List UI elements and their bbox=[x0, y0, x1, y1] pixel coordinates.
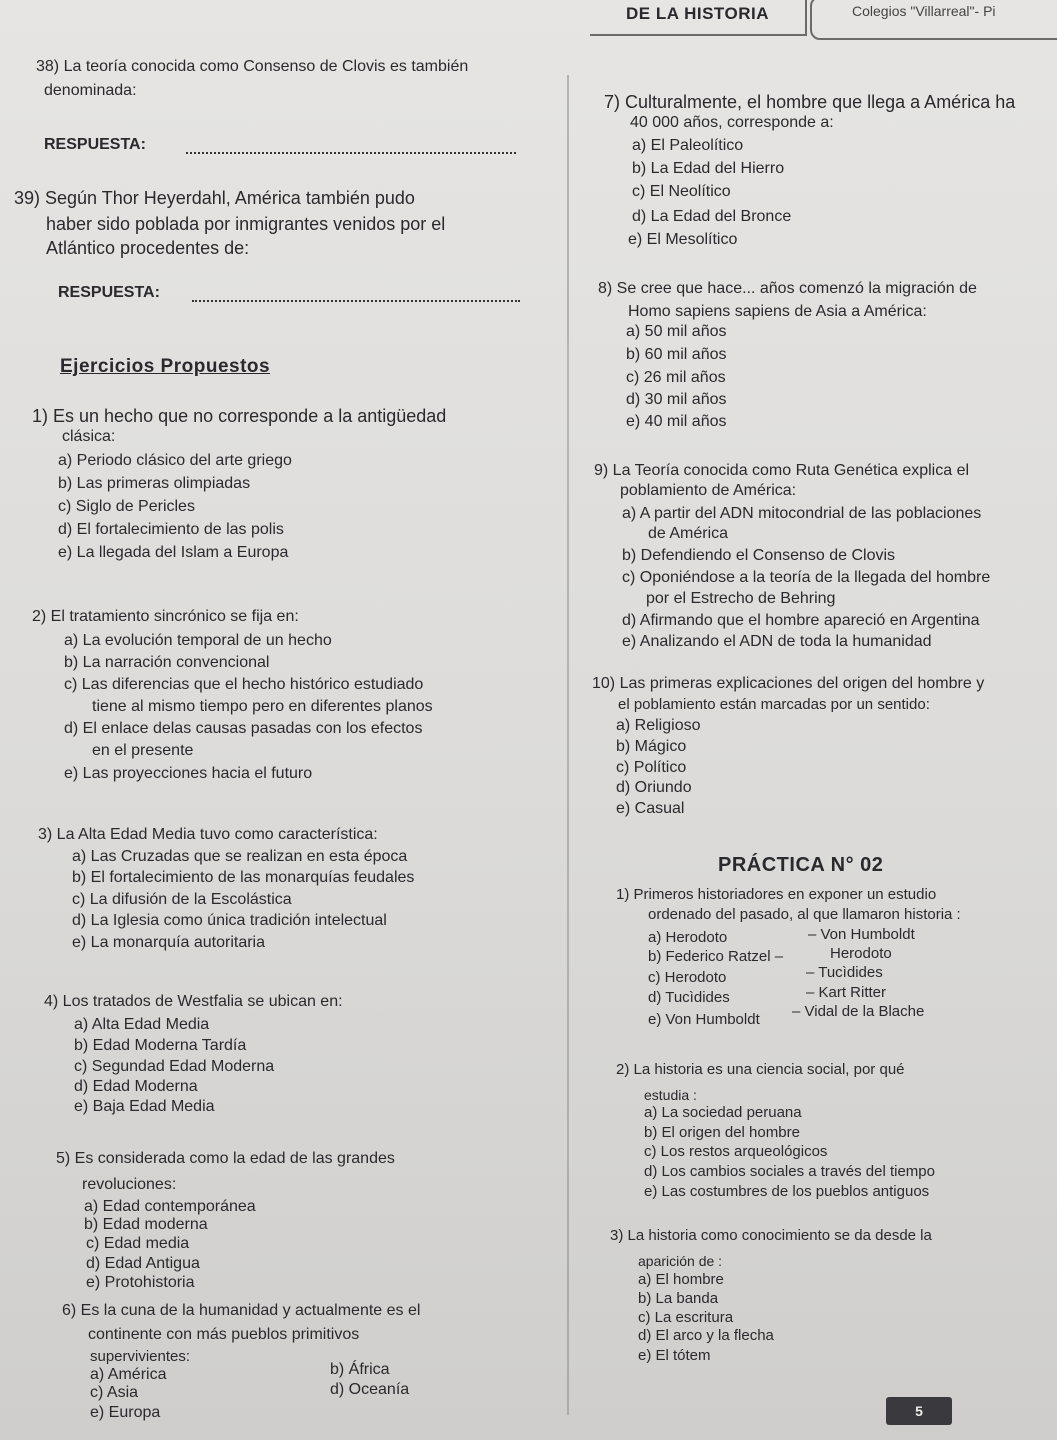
q39-answer-label: RESPUESTA: bbox=[58, 284, 160, 301]
q4-option-e[interactable]: e) Baja Edad Media bbox=[74, 1098, 215, 1115]
p3-stem-2: aparición de : bbox=[638, 1253, 723, 1269]
p3-option-c[interactable]: c) La escritura bbox=[638, 1309, 734, 1326]
q38-stem-2: denominada: bbox=[44, 82, 137, 99]
p2-option-a[interactable]: a) La sociedad peruana bbox=[644, 1104, 802, 1121]
q6-option-d[interactable]: d) Oceanía bbox=[330, 1381, 410, 1398]
q5-option-c[interactable]: c) Edad media bbox=[86, 1235, 190, 1252]
p1-option-d-right: – Kart Ritter bbox=[806, 984, 887, 1001]
q7-option-d[interactable]: d) La Edad del Bronce bbox=[632, 208, 792, 225]
q9-option-b[interactable]: b) Defendiendo el Consenso de Clovis bbox=[622, 547, 896, 564]
q8-stem: 8) Se cree que hace... años comenzó la migración de bbox=[598, 280, 977, 297]
q7-option-e[interactable]: e) El Mesolítico bbox=[628, 231, 738, 248]
q2-option-c[interactable]: c) Las diferencias que el hecho histórico estudiado bbox=[64, 676, 424, 693]
q39-stem: 39) Según Thor Heyerdahl, América también pudo bbox=[14, 188, 415, 208]
q9-stem: 9) La Teoría conocida como Ruta Genética explica el bbox=[594, 462, 970, 479]
q7-option-a[interactable]: a) El Paleolítico bbox=[632, 137, 744, 154]
q6-option-a[interactable]: a) América bbox=[90, 1366, 167, 1383]
q5-option-b[interactable]: b) Edad moderna bbox=[84, 1216, 208, 1233]
section-header: DE LA HISTORIA bbox=[590, 0, 807, 36]
p1-option-a-right: – Von Humboldt bbox=[808, 926, 915, 943]
q10-option-b[interactable]: b) Mágico bbox=[616, 738, 687, 755]
q7-option-b[interactable]: b) La Edad del Hierro bbox=[632, 160, 785, 177]
q6-option-e[interactable]: e) Europa bbox=[90, 1404, 161, 1421]
q6-option-b[interactable]: b) África bbox=[330, 1361, 390, 1378]
q7-stem-2: 40 000 años, corresponde a: bbox=[630, 114, 834, 131]
p1-option-d[interactable]: d) Tucìdides bbox=[648, 989, 730, 1006]
p1-option-c-right: – Tucìdides bbox=[806, 964, 883, 981]
p2-option-c[interactable]: c) Los restos arqueológicos bbox=[644, 1143, 828, 1160]
q8-option-b[interactable]: b) 60 mil años bbox=[626, 346, 727, 363]
p1-option-c[interactable]: c) Herodoto bbox=[648, 969, 727, 986]
practice-title: PRÁCTICA N° 02 bbox=[718, 854, 884, 876]
q10-stem: 10) Las primeras explicaciones del origen del hombre y bbox=[592, 675, 985, 692]
q9-stem-2: poblamiento de América: bbox=[620, 482, 797, 499]
q4-option-c[interactable]: c) Segundad Edad Moderna bbox=[74, 1058, 275, 1075]
q2-option-d-cont: en el presente bbox=[92, 742, 194, 759]
p3-option-e[interactable]: e) El tótem bbox=[638, 1347, 711, 1364]
p1-stem: 1) Primeros historiadores en exponer un estudio bbox=[616, 886, 937, 903]
q3-stem: 3) La Alta Edad Media tuvo como característica: bbox=[38, 826, 378, 843]
p2-stem-2: estudia : bbox=[644, 1087, 697, 1103]
q3-option-d[interactable]: d) La Iglesia como única tradición intelectual bbox=[72, 912, 387, 929]
q5-stem-2: revoluciones: bbox=[82, 1176, 177, 1193]
q2-option-c-cont: tiene al mismo tiempo pero en diferentes planos bbox=[92, 698, 433, 715]
p3-option-d[interactable]: d) El arco y la flecha bbox=[638, 1327, 774, 1344]
p1-stem-2: ordenado del pasado, al que llamaron historia : bbox=[648, 906, 961, 923]
q2-option-e[interactable]: e) Las proyecciones hacia el futuro bbox=[64, 765, 313, 782]
q8-stem-2: Homo sapiens sapiens de Asia a América: bbox=[628, 303, 927, 320]
p2-stem: 2) La historia es una ciencia social, por qué bbox=[616, 1061, 905, 1078]
q10-option-a[interactable]: a) Religioso bbox=[616, 717, 701, 734]
q1-option-c[interactable]: c) Siglo de Pericles bbox=[58, 498, 195, 515]
q6-stem-3: supervivientes: bbox=[90, 1348, 191, 1365]
q5-stem: 5) Es considerada como la edad de las grandes bbox=[56, 1150, 395, 1167]
q2-option-b[interactable]: b) La narración convencional bbox=[64, 654, 270, 671]
q7-option-c[interactable]: c) El Neolítico bbox=[632, 183, 731, 200]
section-title: Ejercicios Propuestos bbox=[60, 356, 271, 377]
p1-option-b-right: Herodoto bbox=[830, 945, 892, 962]
p1-option-e-right: – Vidal de la Blache bbox=[792, 1003, 925, 1020]
q2-stem: 2) El tratamiento sincrónico se fija en: bbox=[32, 608, 299, 625]
p3-stem: 3) La historia como conocimiento se da desde la bbox=[610, 1227, 932, 1244]
p1-option-a[interactable]: a) Herodoto bbox=[648, 929, 728, 946]
q1-option-b[interactable]: b) Las primeras olimpiadas bbox=[58, 475, 251, 492]
q10-stem-2: el poblamiento están marcadas por un sentido: bbox=[618, 696, 930, 713]
school-header: Colegios "Villarreal"- Pi bbox=[810, 0, 1057, 40]
q3-option-a[interactable]: a) Las Cruzadas que se realizan en esta época bbox=[72, 848, 408, 865]
q5-option-d[interactable]: d) Edad Antigua bbox=[86, 1255, 200, 1272]
q4-option-b[interactable]: b) Edad Moderna Tardía bbox=[74, 1037, 247, 1054]
q10-option-d[interactable]: d) Oriundo bbox=[616, 779, 692, 796]
q4-stem: 4) Los tratados de Westfalia se ubican en: bbox=[44, 993, 343, 1010]
q6-option-c[interactable]: c) Asia bbox=[90, 1384, 139, 1401]
q1-stem: 1) Es un hecho que no corresponde a la antigüedad bbox=[32, 406, 447, 426]
q10-option-c[interactable]: c) Político bbox=[616, 759, 687, 776]
p1-option-e[interactable]: e) Von Humboldt bbox=[648, 1011, 760, 1028]
p3-option-a[interactable]: a) El hombre bbox=[638, 1271, 724, 1288]
q8-option-c[interactable]: c) 26 mil años bbox=[626, 369, 726, 386]
q5-option-a[interactable]: a) Edad contemporánea bbox=[84, 1198, 256, 1215]
q38-answer-line[interactable] bbox=[186, 152, 516, 154]
q4-option-a[interactable]: a) Alta Edad Media bbox=[74, 1016, 210, 1033]
q9-option-e[interactable]: e) Analizando el ADN de toda la humanidad bbox=[622, 633, 932, 650]
q39-stem-3: Atlántico procedentes de: bbox=[46, 238, 250, 258]
q1-option-a[interactable]: a) Periodo clásico del arte griego bbox=[58, 452, 292, 469]
q6-stem: 6) Es la cuna de la humanidad y actualmente es el bbox=[62, 1302, 421, 1319]
q9-option-d[interactable]: d) Afirmando que el hombre apareció en Argentina bbox=[622, 612, 980, 629]
q3-option-c[interactable]: c) La difusión de la Escolástica bbox=[72, 891, 292, 908]
q38-answer-label: RESPUESTA: bbox=[44, 136, 146, 153]
q5-option-e[interactable]: e) Protohistoria bbox=[86, 1274, 195, 1291]
q8-option-a[interactable]: a) 50 mil años bbox=[626, 323, 727, 340]
column-divider bbox=[567, 75, 569, 1415]
q1-stem-2: clásica: bbox=[62, 428, 116, 445]
q7-stem: 7) Culturalmente, el hombre que llega a América ha bbox=[604, 92, 1016, 112]
p3-option-b[interactable]: b) La banda bbox=[638, 1290, 719, 1307]
q3-option-b[interactable]: b) El fortalecimiento de las monarquías feudales bbox=[72, 869, 415, 886]
q6-stem-2: continente con más pueblos primitivos bbox=[88, 1326, 360, 1343]
q39-stem-2: haber sido poblada por inmigrantes venidos por el bbox=[46, 214, 446, 234]
q3-option-e[interactable]: e) La monarquía autoritaria bbox=[72, 934, 265, 951]
p2-option-e[interactable]: e) Las costumbres de los pueblos antiguos bbox=[644, 1183, 930, 1200]
page-number: 5 bbox=[886, 1397, 952, 1425]
q9-option-a[interactable]: a) A partir del ADN mitocondrial de las poblaciones bbox=[622, 505, 982, 522]
q39-answer-line[interactable] bbox=[192, 300, 520, 302]
q9-option-c[interactable]: c) Oponiéndose a la teoría de la llegada del hombre bbox=[622, 569, 991, 586]
q9-option-c-cont: por el Estrecho de Behring bbox=[646, 590, 836, 607]
q4-option-d[interactable]: d) Edad Moderna bbox=[74, 1078, 198, 1095]
q9-option-a-cont: de América bbox=[648, 525, 729, 542]
q8-option-d[interactable]: d) 30 mil años bbox=[626, 391, 727, 408]
q10-option-e[interactable]: e) Casual bbox=[616, 800, 685, 817]
q1-option-e[interactable]: e) La llegada del Islam a Europa bbox=[58, 544, 289, 561]
q8-option-e[interactable]: e) 40 mil años bbox=[626, 413, 727, 430]
q2-option-d[interactable]: d) El enlace delas causas pasadas con los efectos bbox=[64, 720, 423, 737]
q2-option-a[interactable]: a) La evolución temporal de un hecho bbox=[64, 632, 332, 649]
p2-option-d[interactable]: d) Los cambios sociales a través del tiempo bbox=[644, 1163, 935, 1180]
q38-stem: 38) La teoría conocida como Consenso de Clovis es también bbox=[36, 58, 469, 75]
p1-option-b[interactable]: b) Federico Ratzel – bbox=[648, 948, 784, 965]
p2-option-b[interactable]: b) El origen del hombre bbox=[644, 1124, 800, 1141]
q1-option-d[interactable]: d) El fortalecimiento de las polis bbox=[58, 521, 284, 538]
